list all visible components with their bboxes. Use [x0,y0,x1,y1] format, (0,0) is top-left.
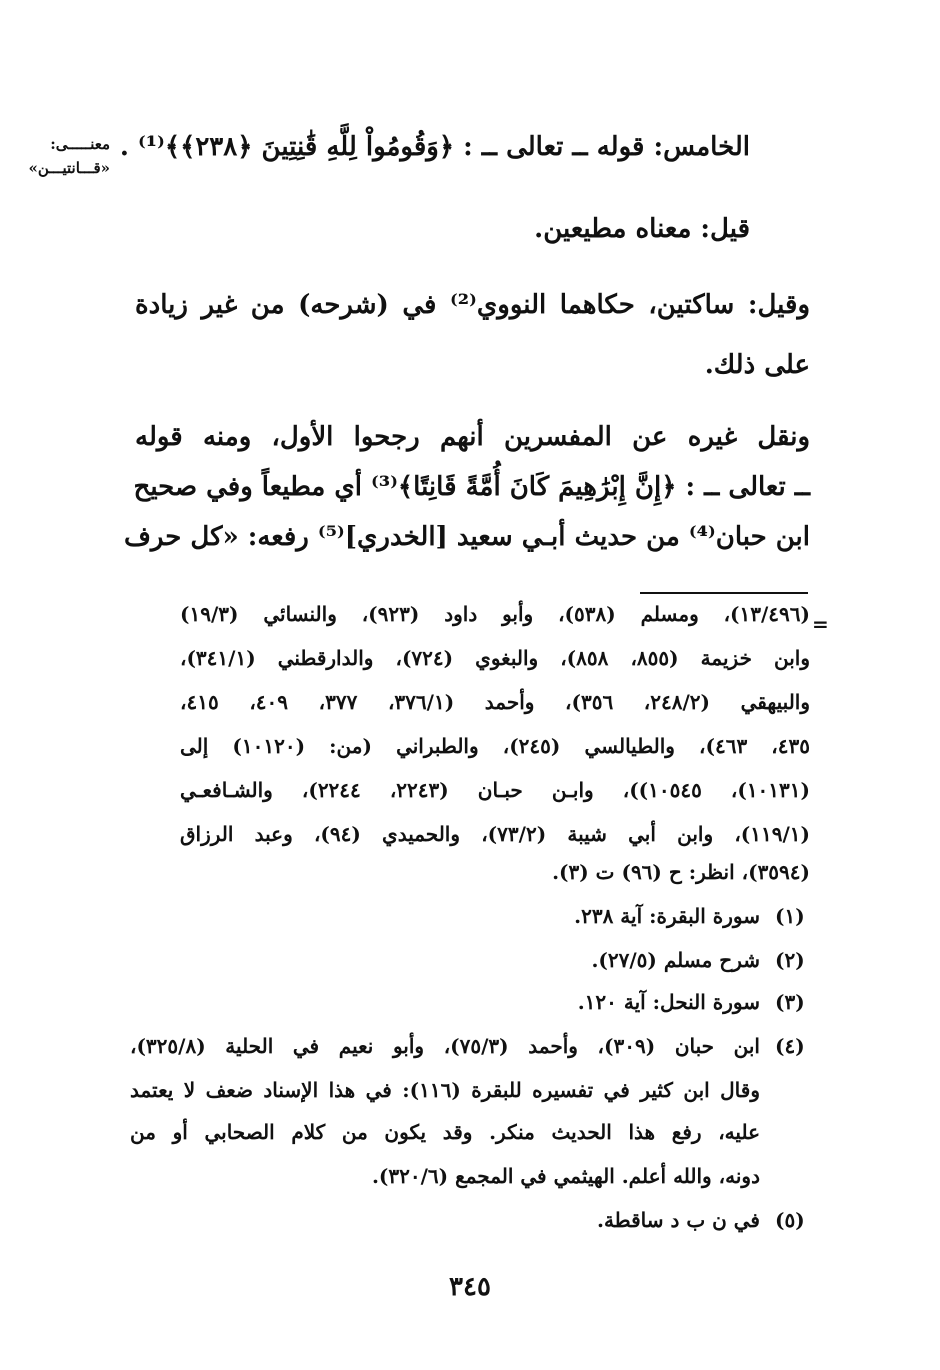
footnote-line: سورة النحل: آية ١٢٠. [577,990,760,1014]
footnote-divider [640,592,808,594]
footnote-line: (١١٩/١)، وابن أبي شيبة (٧٣/٢)، والحميدي (٩٤)، وعبد الرزاق [180,822,811,846]
page-number: ٣٤٥ [449,1272,491,1302]
footnote-line: (٣٥٩٤)، انظر: ح (٩٦) ت (٣). [552,860,810,884]
footnote-line: (١٠١٣١)، ١٠٥٤٥))، وابـن حبـان (٢٢٤٣، ٢٢٤٤)، والشـافعـي [180,778,810,802]
footnote-line: شرح مسلم (٢٧/٥). [591,948,760,972]
footnote-number: (٢) [775,948,805,972]
body-line: الخامس: قوله ــ تعالى ــ : ﴿وَقُومُواْ لِلَّهِ قَٰنِتِينَ ﴿٢٣٨﴾﴾⁽¹⁾ . [119,132,750,162]
body-line: على ذلك. [704,350,810,380]
footnote-line: وابن خزيمة (٨٥٥، ٨٥٨)، والبغوي (٧٢٤)، والدارقطني (٣٤١/١)، [180,646,811,670]
footnote-line: (١٣/٤٩٦)، ومسلم (٥٣٨)، وأبو داود (٩٢٣)، والنسائي (١٩/٣) [180,602,810,626]
margin-note [30,132,110,180]
footnote-number: (٥) [775,1208,805,1232]
margin-note-line: معنـــــى: [50,135,110,153]
footnote-number: (٣) [775,990,805,1014]
footnote-line: سورة البقرة: آية ٢٣٨. [574,904,760,928]
continuation-mark: = [812,612,829,636]
body-line: وقيل: ساكتين، حكاهما النووي⁽²⁾ في (شرحه) من غير زيادة [135,290,810,320]
footnote-line: عليه، رفع هذا الحديث منكر. وقد يكون من كلام الصحابي أو من [130,1120,760,1144]
footnote-line: في ن ب د ساقطة. [596,1208,760,1232]
body-line: ونقل غيره عن المفسرين أنهم رجحوا الأول، ومنه قوله [135,422,810,452]
body-line: ــ تعالى ــ : ﴿إِنَّ إِبْرَٰهِيمَ كَانَ أُمَّةً قَانِتًا﴾⁽³⁾ أي مطيعاً وفي صحيح [133,472,810,502]
footnote-line: دونه، والله أعلم. الهيثمي في المجمع (٣٢٠/٦). [371,1164,760,1188]
footnote-number: (٤) [775,1034,805,1058]
footnote-line: والبيهقي (٢٤٨/٢، ٣٥٦)، وأحمد (٣٧٦/١، ٣٧٧، ٤٠٩، ٤١٥، [180,690,811,714]
footnote-number: (١) [775,904,805,928]
footnote-line: وقال ابن كثير في تفسيره للبقرة (١١٦): في هذا الإسناد ضعف لا يعتمد [130,1078,760,1102]
body-line: ابن حبان⁽⁴⁾ من حديث أبـي سعيد [الخدري]⁽⁵⁾ رفعه: «كل حرف [123,522,810,552]
footnote-line: ابن حبان (٣٠٩)، وأحمد (٧٥/٣)، وأبو نعيم في الحلية (٣٢٥/٨)، [130,1034,760,1058]
body-line: قيل: معناه مطيعين. [534,214,750,244]
footnote-line: ٤٣٥، ٤٦٣)، والطيالسي (٢٤٥)، والطبراني (من: (١٠١٢٠) إلى [180,734,810,758]
margin-note-line: «قـــانتيـــن» [28,159,110,177]
